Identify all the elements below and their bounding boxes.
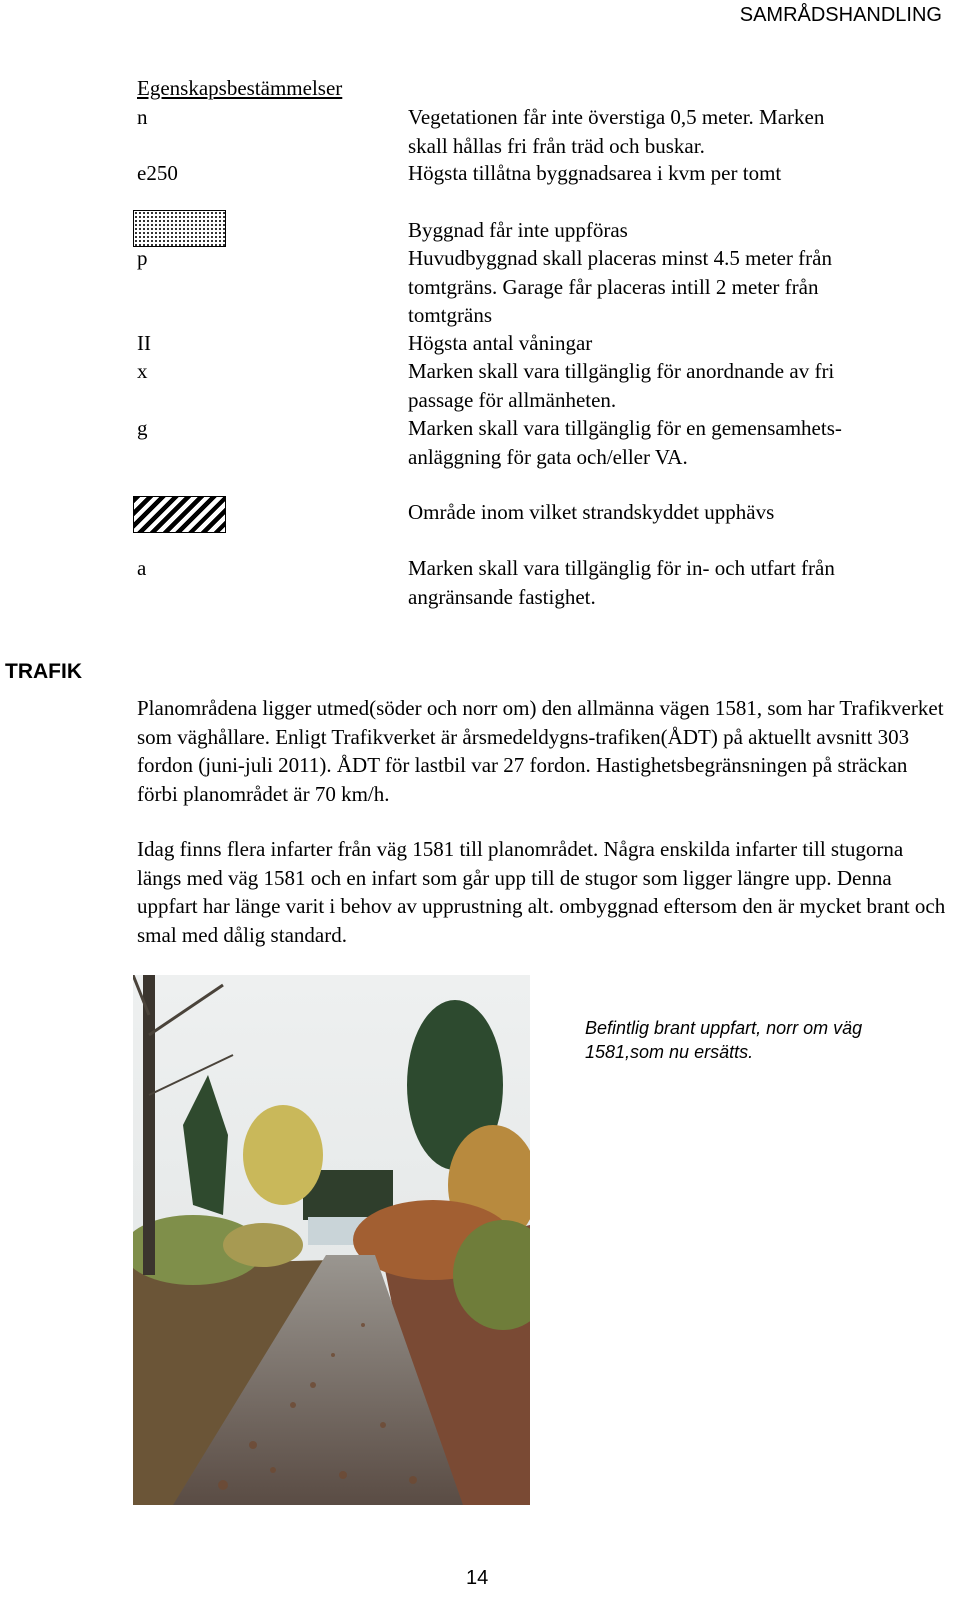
trafik-paragraph: Planområdena ligger utmed(söder och norr om) den allmänna vägen 1581, som har Trafikverket som väghållare. Enligt Trafikverket är årsmedeldygns-trafiken(ÅDT) på aktuellt avsnitt 303 fordon (juni-juli 2011). ÅDT för lastbil var 27 fordon. Hastighetsbegränsningen på sträckan förbi planområdet är 70 km/h.: [137, 696, 944, 806]
rule-code: p: [137, 246, 148, 270]
trafik-paragraph: Idag finns flera infarter från väg 1581 till planområdet. Några enskilda infarter till stugorna längs med väg 1581 och en infart som går upp till de stugor som ligger längre upp. Denna uppfart har länge varit i behov av upprustning alt. ombyggnad eftersom den är mycket brant och smal med dålig standard.: [137, 837, 946, 947]
rule-code: x: [137, 359, 148, 383]
rule-text: Marken skall vara tillgänglig för en gemensamhets- anläggning för gata och/eller VA.: [408, 416, 842, 469]
rule-code: n: [137, 105, 148, 129]
rule-text: Högsta tillåtna byggnadsarea i kvm per tomt: [408, 161, 782, 185]
rule-text: Område inom vilket strandskyddet upphävs: [408, 500, 775, 524]
section-heading-trafik: TRAFIK: [5, 660, 82, 683]
road-photo: [133, 975, 530, 1505]
rule-text: Marken skall vara tillgänglig för anordnande av fri passage för allmänheten.: [408, 359, 835, 412]
page-number: 14: [466, 1567, 489, 1589]
rule-text: Huvudbyggnad skall placeras minst 4.5 meter från tomtgräns. Garage får placeras intill 2 meter från tomtgräns: [408, 246, 832, 327]
rule-text: Marken skall vara tillgänglig för in- och utfart från angränsande fastighet.: [408, 556, 835, 609]
rule-text: Högsta antal våningar: [408, 331, 593, 355]
dotted-pattern-symbol: [133, 210, 226, 247]
rule-code: e250: [137, 161, 178, 185]
rule-code: g: [137, 416, 148, 440]
document-header-label: SAMRÅDSHANDLING: [739, 4, 942, 26]
rule-code: a: [137, 556, 147, 580]
rule-text: Byggnad får inte uppföras: [408, 218, 628, 242]
hatched-pattern-symbol: [133, 496, 226, 533]
section-title-egenskapsbestammelser: Egenskapsbestämmelser: [137, 76, 343, 100]
rule-text: Vegetationen får inte överstiga 0,5 meter. Marken skall hållas fri från träd och buskar.: [408, 105, 825, 158]
rule-code: II: [137, 331, 151, 355]
photo-caption: Befintlig brant uppfart, norr om väg 1581,som nu ersätts.: [585, 1018, 863, 1062]
